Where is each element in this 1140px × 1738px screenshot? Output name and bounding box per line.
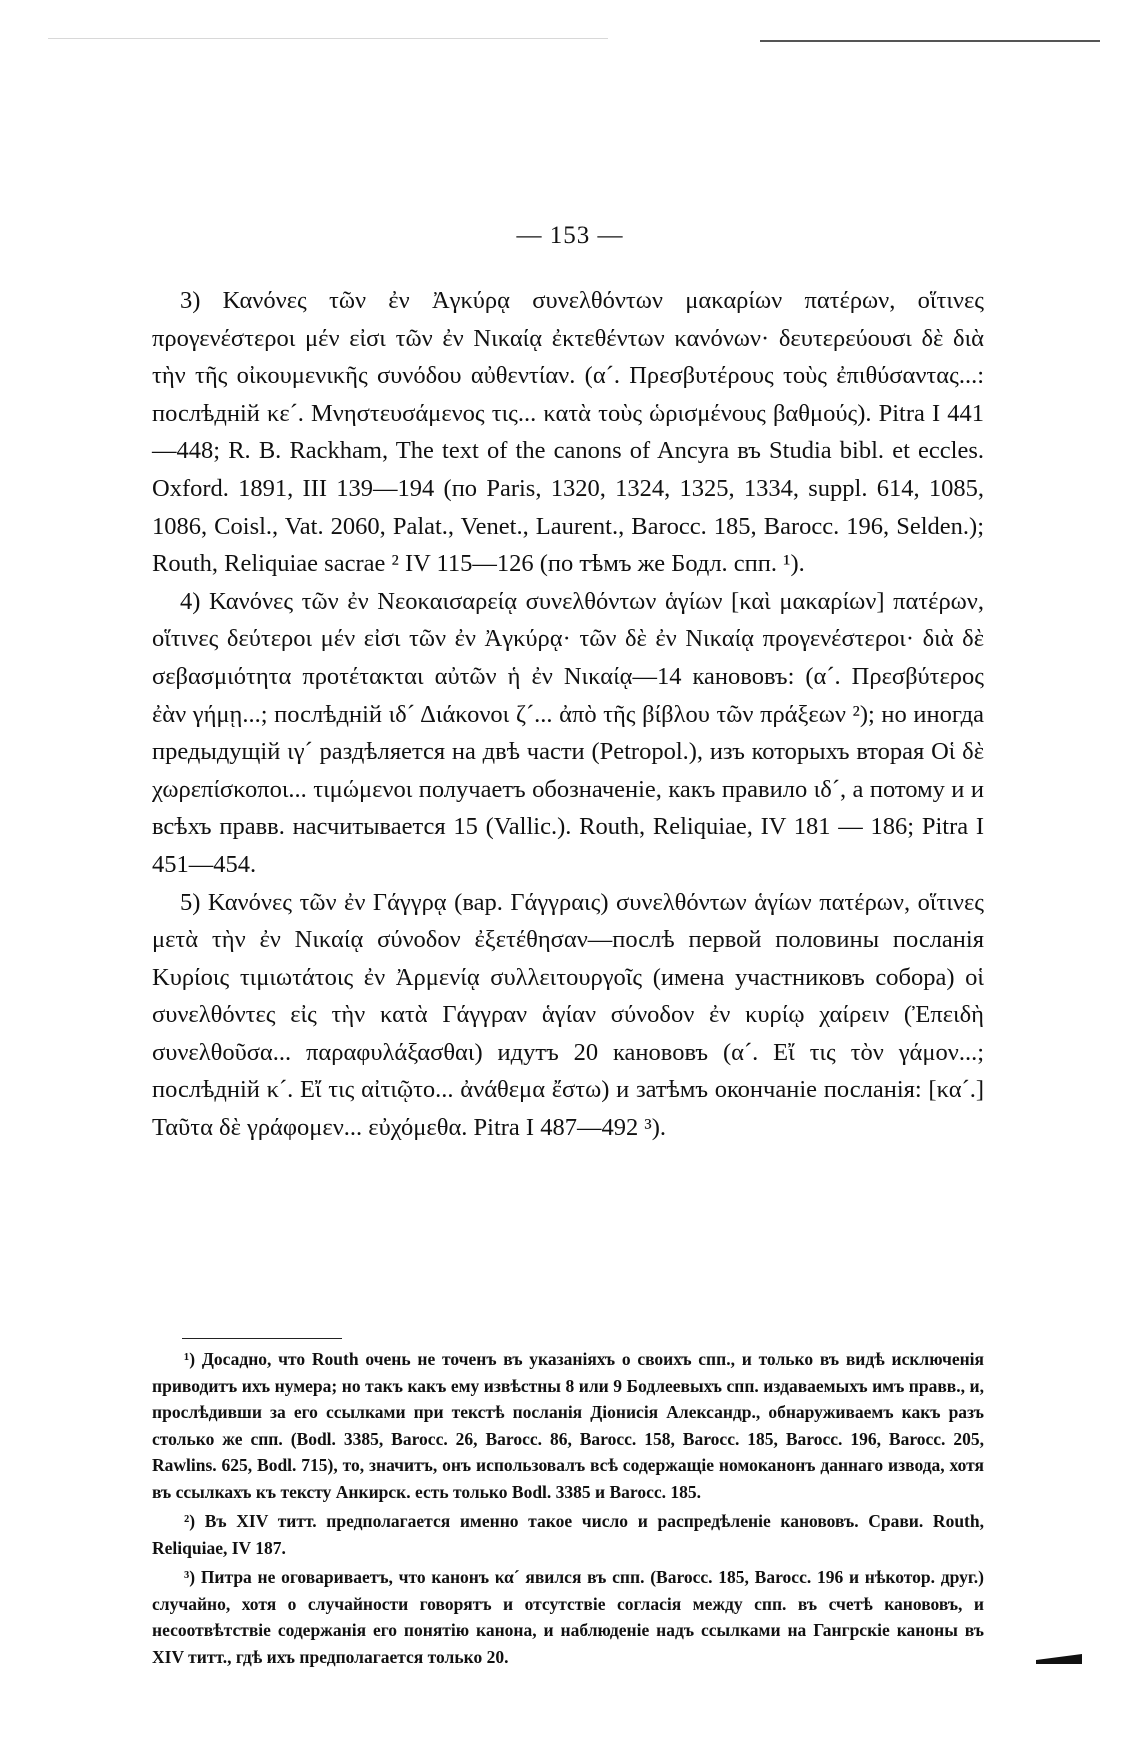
main-text bbox=[152, 282, 984, 1147]
footnotes bbox=[152, 1346, 984, 1673]
page-number: — 153 — bbox=[516, 222, 624, 249]
scan-corner-mark bbox=[1036, 1654, 1082, 1664]
footnote-divider bbox=[182, 1338, 342, 1339]
paragraph-gangra: 5) Κανόνες τῶν ἐν Γάγγρᾳ (вар. Γάγγραις) συνελθόντων ἁγίων πατέρων, οἵτινες μετὰ τὴν ἐν Νικαίᾳ σύνοδον ἐξετέθησαν—послѣ первой половины посланiя Κυρίοις τιμιωτάτοις ἐν Ἀρμενίᾳ συλλειτουργοῖς (имена участниковъ собора) οἱ συνελθόντες εἰς τὴν κατὰ Γάγγραν ἁγίαν σύνοδον ἐν κυρίῳ χαίρειν (Ἐπειδὴ συνελθοῦσα... παραφυλάξασθαι) идутъ 20 канововъ (α´. Εἴ τις τὸν γάμον...; послѣднiй κ´. Εἴ τις αἰτιῷτο... ἀνάθεμα ἔστω) и затѣмъ окончанiе посланiя: [κα´.] Ταῦτα δὲ γράφομεν... εὐχόμεθα. Pitra I 487—492 ³). bbox=[152, 888, 984, 1142]
footnote-2: ²) Въ XIV титт. предполагается именно такое число и распредѣленiе канововъ. Срави. Routh, Reliquiae, IV 187. bbox=[152, 1511, 984, 1558]
footnote-1: ¹) Досадно, что Routh очень не точенъ въ указанiяхъ о своихъ спп., и только въ видѣ исключенiя приводитъ ихъ нумера; но такъ какъ ему извѣстны 8 или 9 Бодлеевыхъ спп. издаваемыхъ имъ правв., и, прослѣдивши за его ссылками при текстѣ посланiя Дiонисiя Александр., обнаруживаемъ какъ разъ столько же спп. (Bodl. 3385, Barocc. 26, Barocc. 86, Barocc. 158, Barocc. 185, Barocc. 196, Barocc. 205, Rawlins. 625, Bodl. 715), то, значитъ, онъ использовалъ всѣ содержащiе номоканонъ даннаго извода, хотя въ ссылкахъ къ тексту Анкирск. есть только Bodl. 3385 и Barocc. 185. bbox=[152, 1349, 984, 1502]
paragraph-neocaesarea: 4) Κανόνες τῶν ἐν Νεοκαισαρείᾳ συνελθόντων ἁγίων [καὶ μακαρίων] πατέρων, οἵτινες δεύτεροι μέν εἰσι τῶν ἐν Ἀγκύρᾳ· τῶν δὲ ἐν Νικαίᾳ προγενέστεροι· διὰ δὲ σεβασμιότητα προτέτακται αὐτῶν ἡ ἐν Νικαίᾳ—14 канововъ: (α´. Πρεσβύτερος ἐὰν γήμῃ...; послѣднiй ιδ´ Διάκονοι ζ´... ἀπὸ τῆς βίβλου τῶν πράξεων ²); но иногда предыдущiй ιγ´ раздѣляется на двѣ части (Petropol.), изъ которыхъ вторая Οἱ δὲ χωρεπίσκοποι... τιμώμενοι получаетъ обозначенiе, какъ правило ιδ´, а потому и и всѣхъ правв. насчитывается 15 (Vallic.). Routh, Reliquiae, IV 181 — 186; Pitra I 451—454. bbox=[152, 587, 984, 878]
scan-edge-line bbox=[48, 38, 608, 39]
footnote-3: ³) Питра не оговариваетъ, что канонъ κα´ явился въ спп. (Barocc. 185, Barocc. 196 и нѣкотор. друг.) случайно, хотя о случайности говорятъ и отсутствiе согласiя между спп. въ счетѣ канововъ, и несоотвѣтствiе содержанiя его понятiю канона, и наблюденiе надъ ссылками на Гангрскiе каноны въ XIV титт., гдѣ ихъ предполагается только 20. bbox=[152, 1567, 984, 1667]
scan-edge-line bbox=[760, 40, 1100, 42]
paragraph-ancyra: 3) Κανόνες τῶν ἐν Ἀγκύρᾳ συνελθόντων μακαρίων πατέρων, οἵτινες προγενέστεροι μέν εἰσι τῶν ἐν Νικαίᾳ ἐκτεθέντων κανόνων· δευτερεύουσι δὲ διὰ τὴν τῆς οἰκουμενικῆς συνόδου αὐθεντίαν. (α´. Πρεσβυτέρους τοὺς ἐπιθύσαντας...: послѣднiй κε´. Μνηστευσάμενος τις... κατὰ τοὺς ὡρισμένους βαθμούς). Pitra I 441—448; R. B. Rackham, The text of the canons of Ancyra въ Studia bibl. et eccles. Oxford. 1891, III 139—194 (по Paris, 1320, 1324, 1325, 1334, suppl. 614, 1085, 1086, Coisl., Vat. 2060, Palat., Venet., Laurent., Barocc. 185, Barocc. 196, Selden.); Routh, Reliquiae sacrae ² IV 115—126 (по тѣмъ же Бодл. спп. ¹). bbox=[152, 287, 984, 578]
